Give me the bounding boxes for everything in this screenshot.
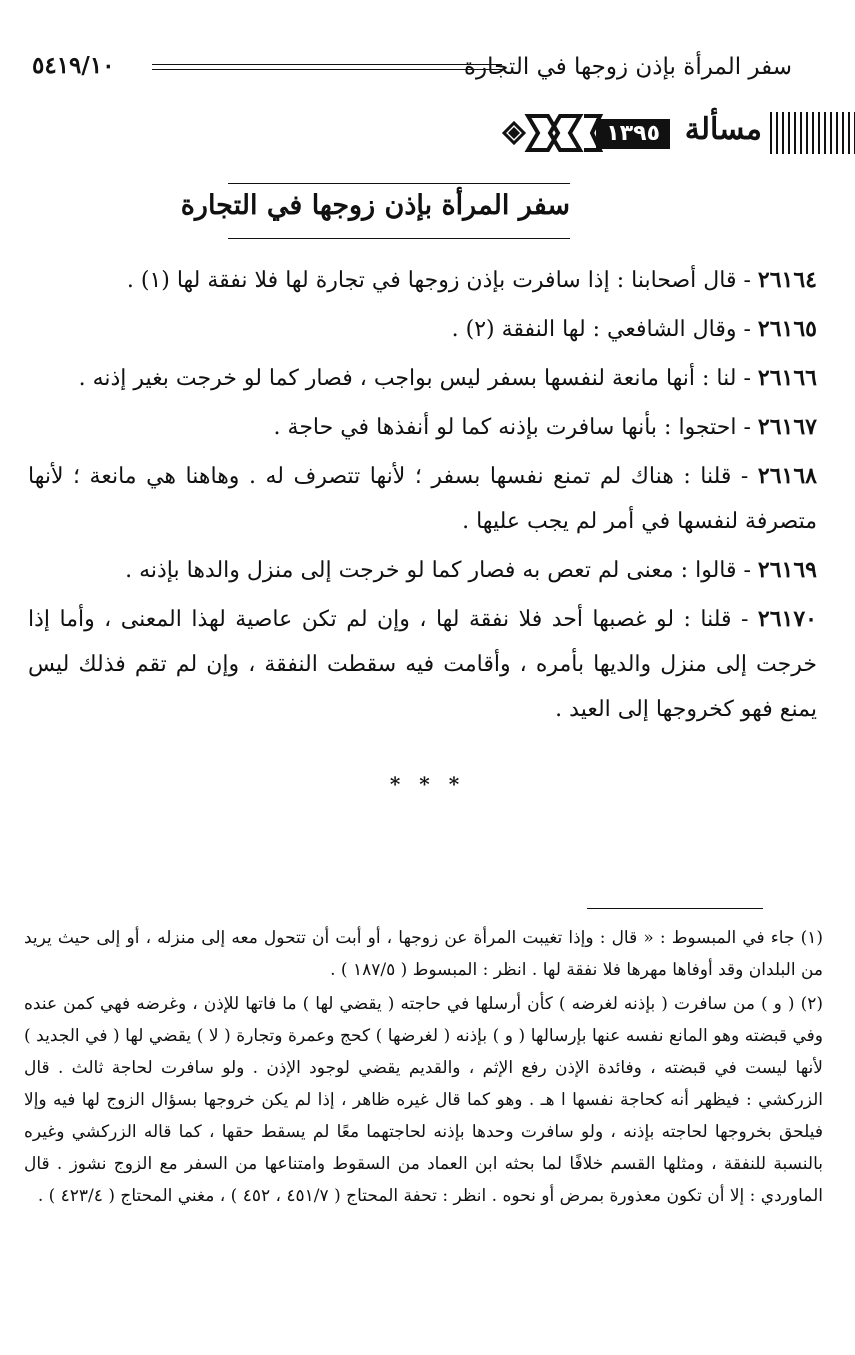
- geometric-ornament-icon: [500, 108, 610, 158]
- paragraph-text: - قال أصحابنا : إذا سافرت بإذن زوجها في تجارة لها فلا نفقة لها (١) .: [126, 268, 758, 293]
- paragraph-number: ٢٦١٦٦: [757, 365, 817, 391]
- paragraph: [28, 597, 817, 732]
- footnote-rule: [587, 908, 763, 909]
- paragraph-number: ٢٦١٧٠: [757, 606, 817, 632]
- masala-number-badge: ١٣٩٥: [596, 119, 670, 149]
- paragraph-number: ٢٦١٦٩: [757, 557, 817, 583]
- vertical-bars-ornament: [770, 112, 855, 154]
- paragraph-text: - لنا : أنها مانعة لنفسها بسفر ليس بواجب ، فصار كما لو خرجت بغير إذنه .: [78, 366, 758, 391]
- paragraph: [28, 548, 817, 593]
- section-heading: سفر المرأة بإذن زوجها في التجارة: [180, 190, 570, 221]
- body-text: [28, 258, 817, 736]
- paragraph-number: ٢٦١٦٧: [757, 414, 817, 440]
- paragraph-text: - قلنا : لو غصبها أحد فلا نفقة لها ، وإن لم تكن عاصية لهذا المعنى ، وأما إذا خرجت إلى منزل والديها بأمره ، وأقامت فيه سقطت النفقة ، وإن لم تقم فذلك ليس يمنع فهو كخروجها إلى العيد .: [28, 607, 817, 722]
- paragraph-text: - قلنا : هناك لم تمنع نفسها بسفر ؛ لأنها تتصرف له . وهاهنا هي مانعة ؛ لأنها متصرفة لنفسها في أمر لم يجب عليها .: [28, 464, 817, 534]
- heading-rule-bottom: [228, 238, 570, 239]
- paragraph: [28, 258, 817, 303]
- paragraph-number: ٢٦١٦٤: [757, 267, 817, 293]
- footnotes: [24, 922, 823, 1214]
- paragraph-text: - احتجوا : بأنها سافرت بإذنه كما لو أنفذها في حاجة .: [273, 415, 758, 440]
- page-reference: ٥٤١٩/١٠: [32, 52, 115, 79]
- header-double-rule: [152, 64, 502, 70]
- paragraph-text: - قالوا : معنى لم تعص به فصار كما لو خرجت إلى منزل والدها بإذنه .: [125, 558, 758, 583]
- running-header: [32, 52, 792, 92]
- paragraph-number: ٢٦١٦٨: [757, 463, 817, 489]
- footnote: (١) جاء في المبسوط : « قال : وإذا تغيبت المرأة عن زوجها ، أو أبت أن تتحول معه إلى منزله ، أو إلى حيث يريد من البلدان وقد أوفاها مهرها فلا نفقة لها . انظر : المبسوط ( ١٨٧/٥ ) .: [24, 928, 823, 980]
- paragraph-number: ٢٦١٦٥: [757, 316, 817, 342]
- paragraph: [28, 356, 817, 401]
- section-separator: * * *: [389, 772, 466, 796]
- paragraph: [28, 307, 817, 352]
- paragraph: [28, 454, 817, 544]
- paragraph: [28, 405, 817, 450]
- masala-banner: [500, 108, 855, 158]
- footnote: (٢) ( و ) من سافرت ( بإذنه لغرضه ) كأن أرسلها في حاجته ( يقضي لها ) ما فاتها للإذن ، وغرضه فهي كمن عنده وفي قبضته وهو المانع نفسه عنها بإرسالها ( و ) بإذنه ( لغرضها ) كحج وعمرة وتجارة ( لا ) يقضي لها ( في الجديد ) لأنها ليست في قبضته ، وفائدة الإذن رفع الإثم ، والقديم يقضي لوجود الإذن . ولو سافرت لحاجة ثالث . قال الزركشي : فيظهر أنه كحاجة نفسها ا هـ . وهو كما قال غيره ظاهر ، إذا لم يكن خروجها بسؤال الزوج لها فيه وإلا فيلحق بخروجها لحاجته بإذنه ، ولو سافرت وحدها بإذنه لحاجتهما معًا لم يسقط حقها ، كما قاله الزركشي وغيره بالنسبة للنفقة ، ومثلها القسم خلافًا لما بحثه ابن العماد من السقوط وامتناعها من السفر مع الزوج نشوز . قال الماوردي : إلا أن تكون معذورة بمرض أو نحوه . انظر : تحفة المحتاج ( ٤٥١/٧ ، ٤٥٢ ) ، مغني المحتاج ( ٤٢٣/٤ ) .: [24, 994, 823, 1206]
- masala-label: مسألة: [684, 112, 762, 147]
- running-header-title: سفر المرأة بإذن زوجها في التجارة: [463, 54, 792, 80]
- heading-rule-top: [228, 183, 570, 184]
- paragraph-text: - وقال الشافعي : لها النفقة (٢) .: [451, 317, 758, 342]
